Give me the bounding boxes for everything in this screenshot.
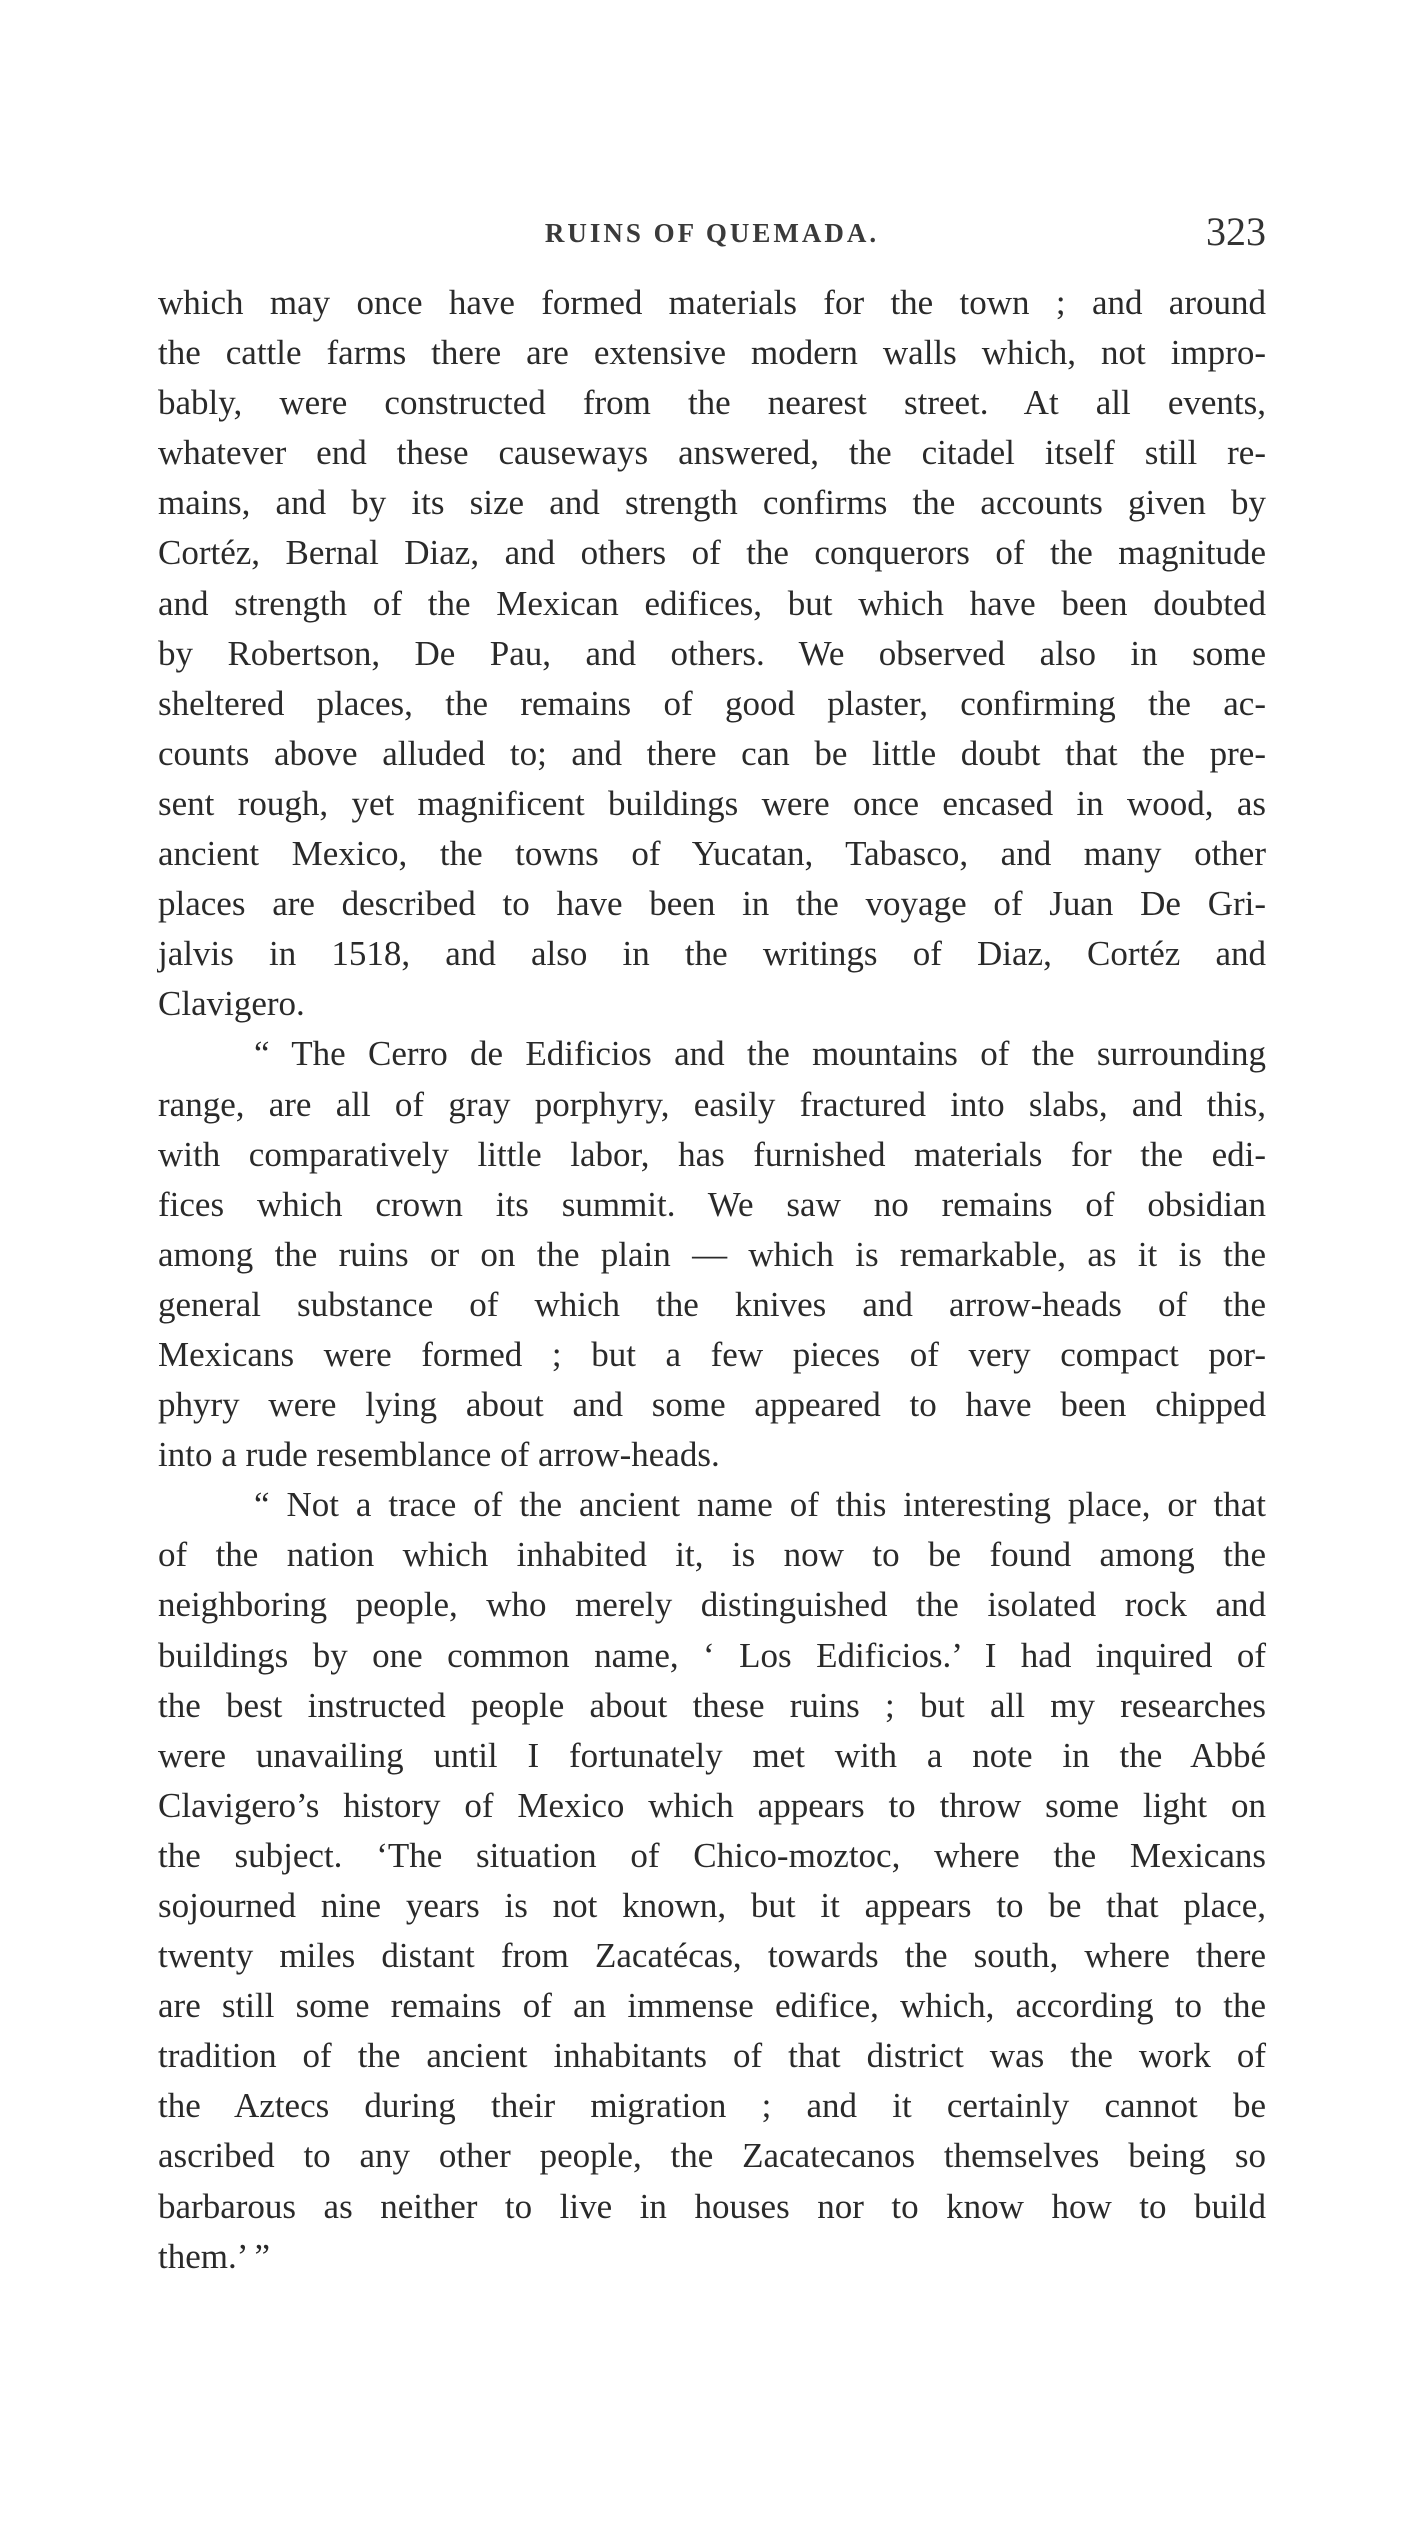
text-line: which may once have formed materials for the town ; and around [158,283,1266,322]
text-line: range, are all of gray porphyry, easily fractured into slabs, and this, [158,1084,1266,1124]
text-line: the cattle farms there are extensive modern walls which, not impro- [158,333,1266,373]
running-head [158,208,1266,258]
text-line: barbarous as neither to live in houses nor to know how to build [158,2186,1266,2226]
text-line: by Robertson, De Pau, and others. We observed also in some [158,633,1266,673]
running-title: RUINS OF QUEMADA. [544,218,880,248]
paragraph [158,1480,1266,2282]
text-line: the Aztecs during their migration ; and it certainly cannot be [158,2086,1266,2126]
text-line: with comparatively little labor, has furnished materials for the edi- [158,1134,1266,1174]
text-line: mains, and by its size and strength confirms the accounts given by [158,483,1266,523]
text-line: were unavailing until I fortunately met with a note in the Abbé [158,1735,1266,1775]
text-line: jalvis in 1518, and also in the writings of Diaz, Cortéz and [158,934,1266,974]
text-line: bably, were constructed from the nearest street. At all events, [158,383,1266,423]
text-line: buildings by one common name, ‘ Los Edificios.’ I had inquired of [158,1635,1266,1675]
text-line: sent rough, yet magnificent buildings were once encased in wood, as [158,783,1266,823]
text-line: Mexicans were formed ; but a few pieces of very compact por- [158,1334,1266,1374]
page-number: 323 [1206,209,1266,254]
paragraph [158,278,1266,1029]
text-line: sojourned nine years is not known, but it appears to be that place, [158,1886,1266,1925]
paragraph [158,1029,1266,1480]
text-line: tradition of the ancient inhabitants of that district was the work of [158,2036,1266,2076]
text-line: Clavigero’s history of Mexico which appears to throw some light on [158,1785,1266,1825]
body-text [158,278,1266,2282]
text-line: them.’ ” [158,2236,271,2276]
text-line: the subject. ‘The situation of Chico-moztoc, where the Mexicans [158,1835,1266,1875]
text-line: fices which crown its summit. We saw no remains of obsidian [158,1184,1266,1224]
text-line: into a rude resemblance of arrow-heads. [158,1435,720,1475]
text-line: Clavigero. [158,984,305,1024]
text-line: places are described to have been in the voyage of Juan De Gri- [158,884,1266,924]
text-line: general substance of which the knives and arrow-heads of the [158,1284,1266,1324]
text-line: “ The Cerro de Edificios and the mountains of the surrounding [254,1034,1266,1074]
text-line: phyry were lying about and some appeared to have been chipped [158,1385,1266,1425]
text-line: ascribed to any other people, the Zacatecanos themselves being so [158,2136,1266,2176]
text-line: counts above alluded to; and there can be little doubt that the pre- [158,733,1266,773]
text-line: among the ruins or on the plain — which is remarkable, as it is the [158,1234,1266,1274]
text-line: of the nation which inhabited it, is now to be found among the [158,1535,1266,1575]
text-line: whatever end these causeways answered, the citadel itself still re- [158,433,1266,473]
text-line: ancient Mexico, the towns of Yucatan, Tabasco, and many other [158,834,1266,874]
text-line: Cortéz, Bernal Diaz, and others of the conquerors of the magnitude [158,533,1266,573]
text-line: are still some remains of an immense edifice, which, according to the [158,1986,1266,2026]
text-line: sheltered places, the remains of good plaster, confirming the ac- [158,683,1266,723]
text-line: and strength of the Mexican edifices, but which have been doubted [158,583,1266,623]
text-line: twenty miles distant from Zacatécas, towards the south, where there [158,1936,1266,1976]
text-line: “ Not a trace of the ancient name of this interesting place, or that [254,1485,1266,1525]
text-line: neighboring people, who merely distinguished the isolated rock and [158,1585,1266,1625]
text-line: the best instructed people about these ruins ; but all my researches [158,1685,1266,1725]
